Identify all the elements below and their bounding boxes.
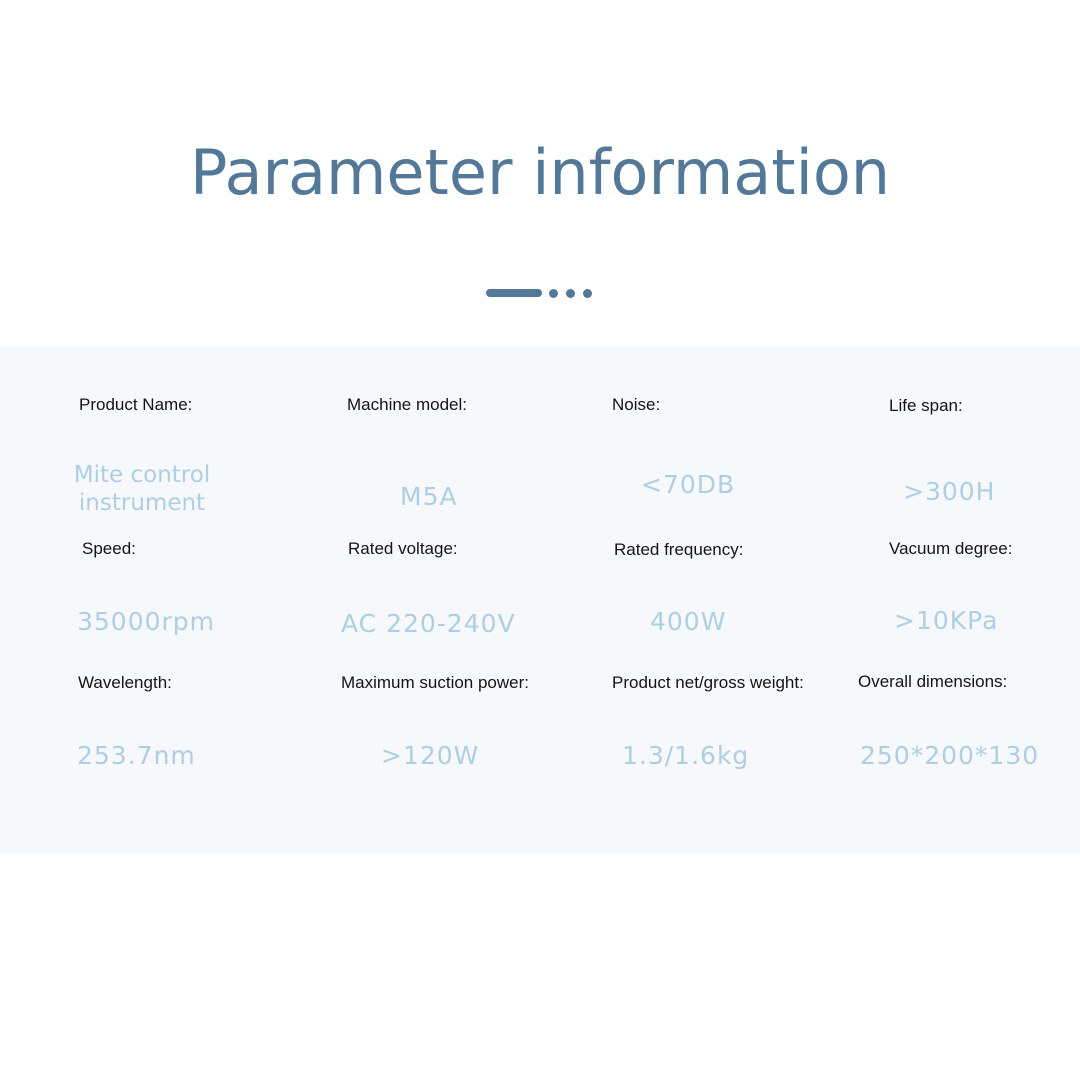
param-value-product-name: Mite control instrument <box>73 462 211 516</box>
param-value-rated-voltage: AC 220-240V <box>341 609 516 638</box>
param-value-net-gross-weight: 1.3/1.6kg <box>622 741 750 770</box>
param-value-rated-frequency: 400W <box>650 607 727 636</box>
title-divider <box>486 288 596 299</box>
param-label-life-span: Life span: <box>889 396 963 415</box>
param-label-machine-model: Machine model: <box>347 395 468 414</box>
param-value-life-span: >300H <box>903 477 996 506</box>
param-value-noise: <70DB <box>641 470 736 499</box>
page-title: Parameter information <box>189 136 891 209</box>
param-value-max-suction-power: >120W <box>381 741 480 770</box>
divider-dot <box>566 289 575 298</box>
parameter-panel <box>0 346 1080 854</box>
param-label-rated-frequency: Rated frequency: <box>614 540 744 559</box>
param-value-overall-dimensions: 250*200*130 <box>860 741 1040 770</box>
param-value-speed: 35000rpm <box>77 607 216 636</box>
param-label-rated-voltage: Rated voltage: <box>348 539 458 558</box>
param-value-wavelength: 253.7nm <box>77 741 196 770</box>
param-label-overall-dimensions: Overall dimensions: <box>858 672 1008 691</box>
param-label-speed: Speed: <box>82 539 136 558</box>
param-value-vacuum-degree: >10KPa <box>894 606 999 635</box>
divider-dot <box>549 289 558 298</box>
param-label-noise: Noise: <box>612 395 661 414</box>
divider-bar <box>486 289 542 297</box>
divider-dot <box>583 289 592 298</box>
param-label-vacuum-degree: Vacuum degree: <box>889 539 1013 558</box>
param-label-net-gross-weight: Product net/gross weight: <box>612 673 804 692</box>
param-label-max-suction-power: Maximum suction power: <box>341 673 530 692</box>
param-value-machine-model: M5A <box>400 482 458 511</box>
param-label-wavelength: Wavelength: <box>78 673 172 692</box>
param-label-product-name: Product Name: <box>79 395 193 414</box>
